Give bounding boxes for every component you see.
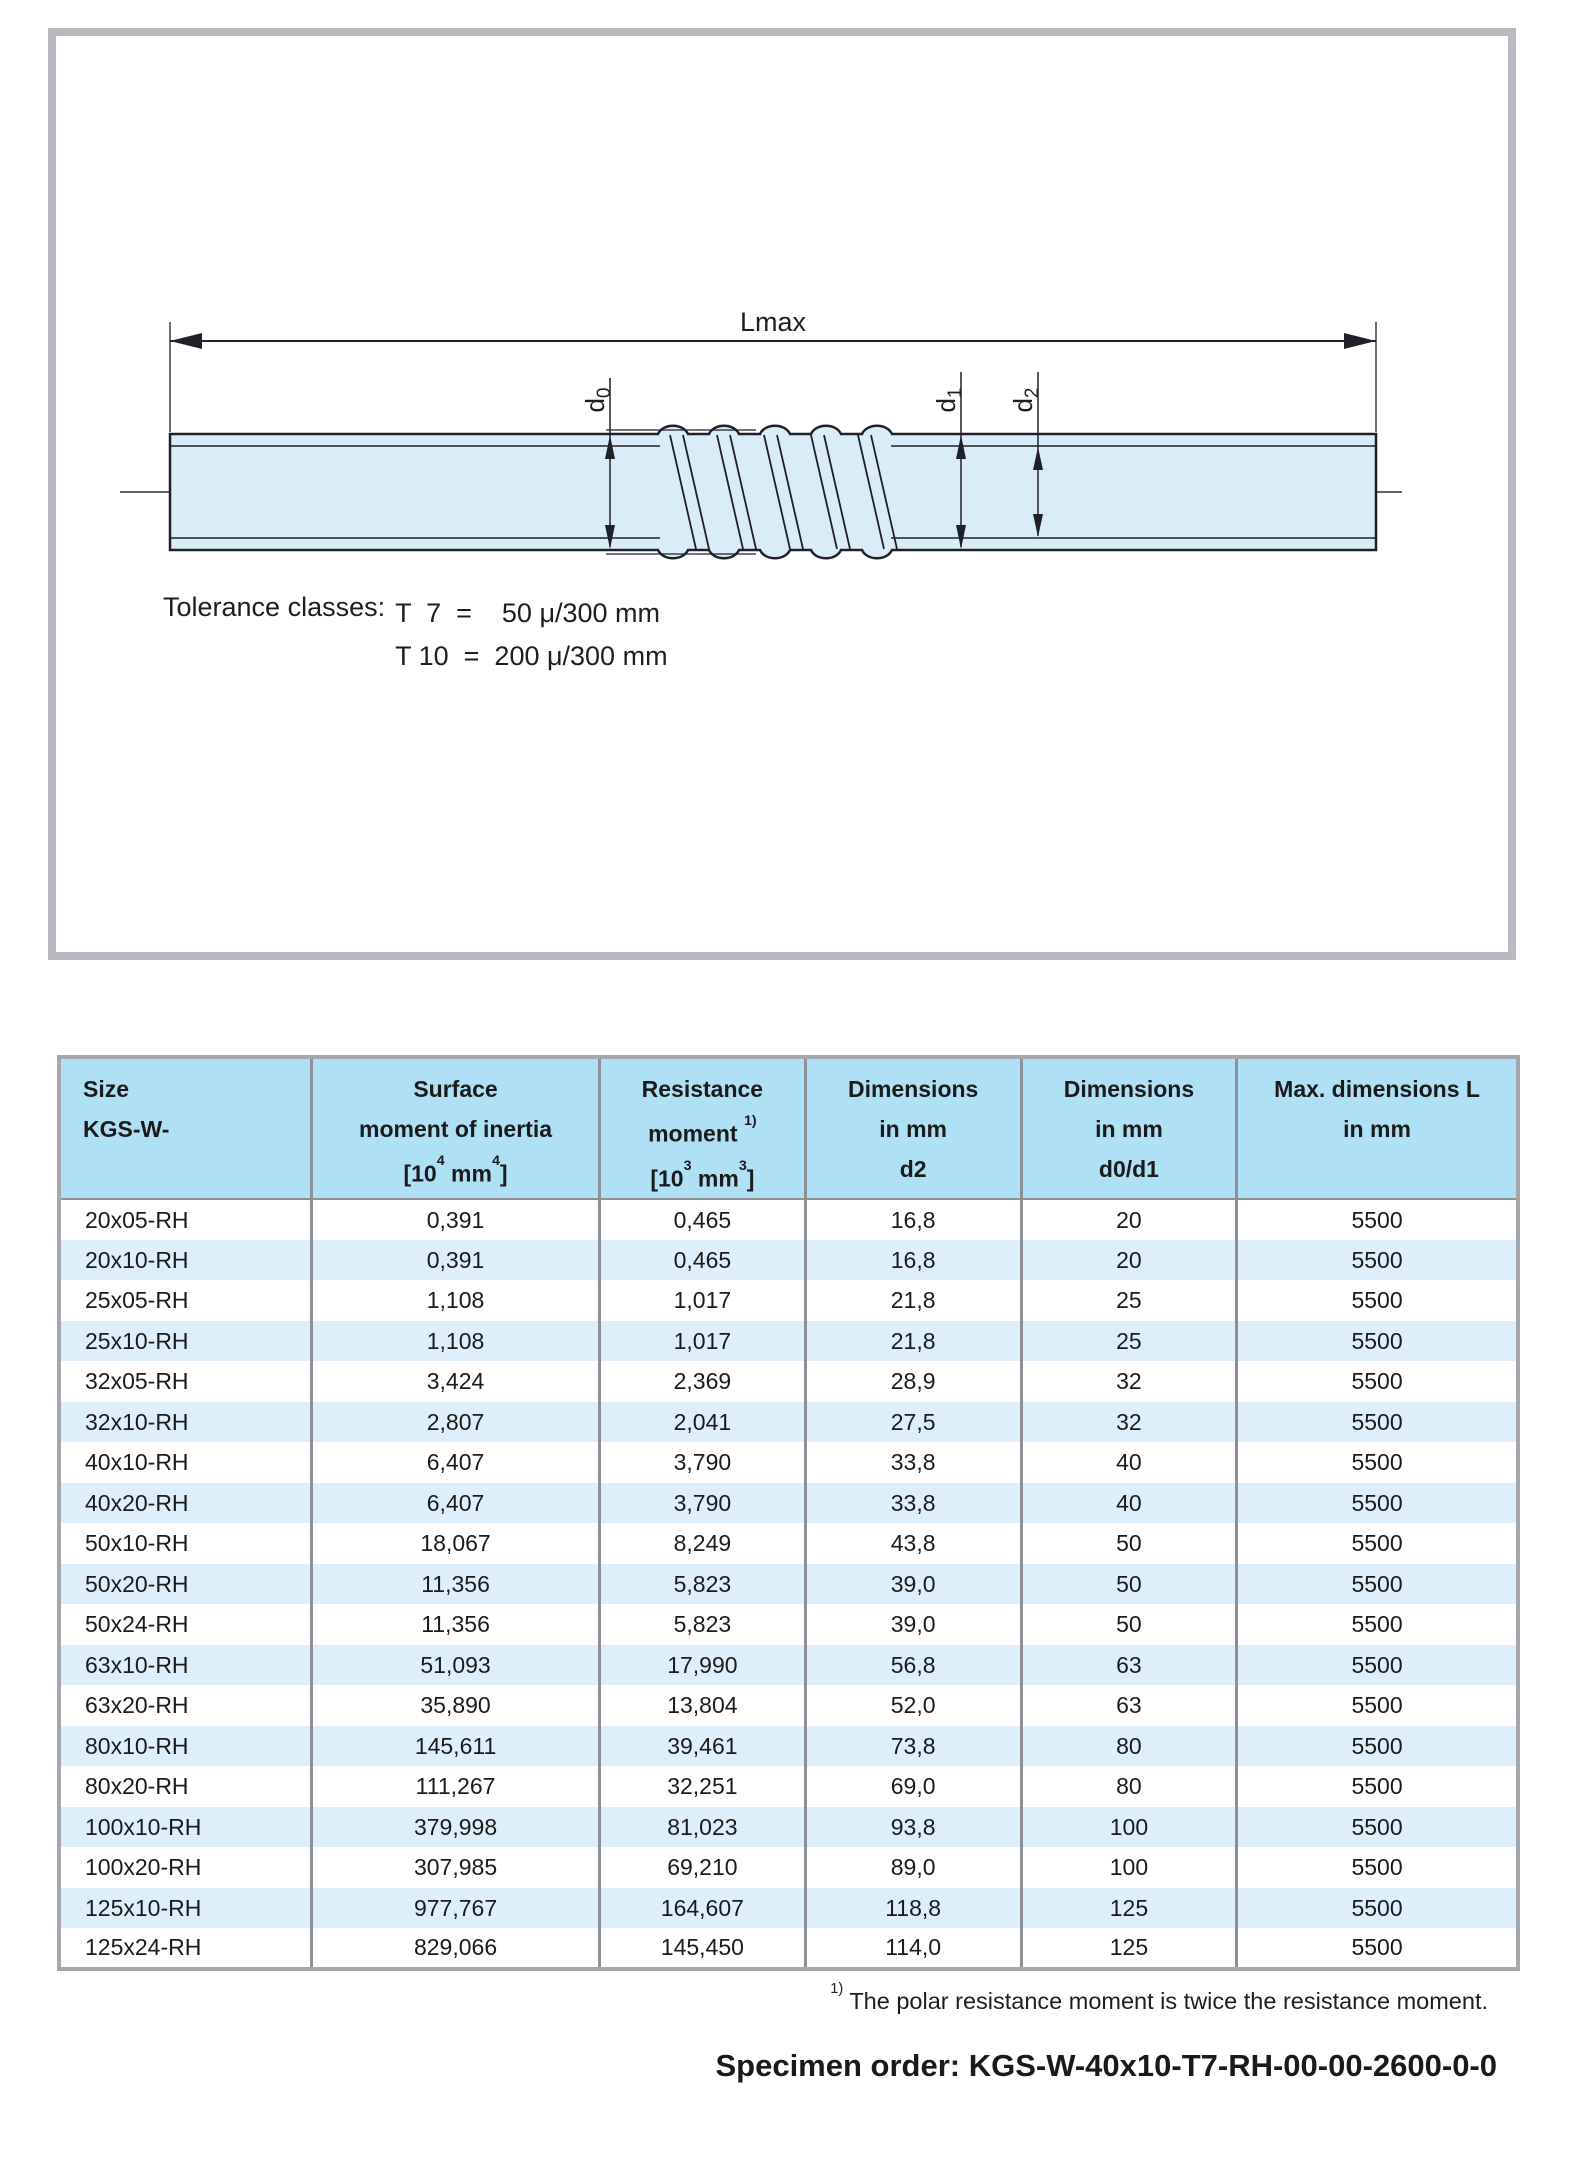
cell-size: 20x05-RH: [59, 1199, 311, 1240]
cell-size: 125x10-RH: [59, 1888, 311, 1929]
cell-value: 16,8: [805, 1199, 1021, 1240]
cell-value: 25: [1021, 1280, 1236, 1321]
cell-value: 89,0: [805, 1847, 1021, 1888]
header-dimensions-d0d1: Dimensions in mm d0/d1: [1021, 1057, 1236, 1199]
cell-value: 5,823: [600, 1564, 805, 1605]
cell-value: 27,5: [805, 1402, 1021, 1443]
lmax-arrow-right: [1344, 333, 1376, 349]
cell-value: 80: [1021, 1726, 1236, 1767]
cell-size: 40x20-RH: [59, 1483, 311, 1524]
d1-label: $d_1$: [931, 387, 966, 413]
cell-value: 5500: [1351, 1611, 1403, 1638]
cell-value: 5500: [1351, 1206, 1403, 1233]
cell-value: 5500: [1351, 1489, 1403, 1516]
cell-value: 25: [1021, 1321, 1236, 1362]
header-row: [59, 1057, 1518, 1199]
cell-value: 18,067: [311, 1523, 599, 1564]
header-surface-moment: Surface moment of inertia [$10^4$ $mm^4$]: [311, 1057, 599, 1199]
cell-size: 125x24-RH: [59, 1928, 311, 1969]
cell-value: 5500: [1351, 1934, 1403, 1961]
cell-value: 39,0: [805, 1604, 1021, 1645]
cell-value: 5,823: [600, 1604, 805, 1645]
cell-value: 100: [1021, 1847, 1236, 1888]
cell-value: 0,465: [600, 1240, 805, 1281]
cell-size: 50x20-RH: [59, 1564, 311, 1605]
cell-value: 1,017: [600, 1321, 805, 1362]
cell-value: 1,017: [600, 1280, 805, 1321]
cell-value: 28,9: [805, 1361, 1021, 1402]
cell-size: 80x10-RH: [59, 1726, 311, 1767]
cell-size: 25x10-RH: [59, 1321, 311, 1362]
cell-value: 125: [1021, 1888, 1236, 1929]
header-dimensions-d2: Dimensions in mm d2: [805, 1057, 1021, 1199]
cell-value: 5500: [1351, 1894, 1403, 1921]
table-row: [59, 1523, 1518, 1564]
table-row: [59, 1726, 1518, 1767]
cell-value: 33,8: [805, 1483, 1021, 1524]
cell-value: 16,8: [805, 1240, 1021, 1281]
spec-table-wrapper: [57, 1055, 1520, 1971]
cell-value: 118,8: [805, 1888, 1021, 1929]
header-size: Size KGS-W-: [59, 1057, 311, 1199]
table-row: [59, 1928, 1518, 1969]
table-row: [59, 1888, 1518, 1929]
tolerance-label: Tolerance classes:: [163, 592, 386, 622]
cell-value: 5500: [1351, 1449, 1403, 1476]
table-body: [59, 1199, 1518, 1969]
cell-value: 977,767: [311, 1888, 599, 1929]
cell-value: 32: [1021, 1402, 1236, 1443]
table-row: [59, 1280, 1518, 1321]
cell-value: 73,8: [805, 1726, 1021, 1767]
footnote-marker: 1): [830, 1980, 844, 1997]
cell-value: 3,790: [600, 1483, 805, 1524]
table-row: [59, 1199, 1518, 1240]
cell-value: 5500: [1351, 1692, 1403, 1719]
table-row: [59, 1766, 1518, 1807]
cell-value: 33,8: [805, 1442, 1021, 1483]
cell-value: 5500: [1351, 1732, 1403, 1759]
tolerance-line-t10: T 10 = 200 μ/300 mm: [395, 641, 668, 671]
cell-size: 40x10-RH: [59, 1442, 311, 1483]
table-row: [59, 1240, 1518, 1281]
cell-value: 3,790: [600, 1442, 805, 1483]
cell-value: 114,0: [805, 1928, 1021, 1969]
cell-value: 307,985: [311, 1847, 599, 1888]
cell-value: 35,890: [311, 1685, 599, 1726]
cell-value: 829,066: [311, 1928, 599, 1969]
cell-value: 100: [1021, 1807, 1236, 1848]
lmax-arrow-left: [170, 333, 202, 349]
cell-value: 0,391: [311, 1199, 599, 1240]
cell-value: 8,249: [600, 1523, 805, 1564]
cell-value: 39,461: [600, 1726, 805, 1767]
cell-size: 50x10-RH: [59, 1523, 311, 1564]
cell-value: 145,611: [311, 1726, 599, 1767]
cell-value: 5500: [1351, 1570, 1403, 1597]
cell-value: 1,108: [311, 1280, 599, 1321]
cell-value: 111,267: [311, 1766, 599, 1807]
cell-value: 39,0: [805, 1564, 1021, 1605]
cell-size: 100x10-RH: [59, 1807, 311, 1848]
cell-value: 52,0: [805, 1685, 1021, 1726]
cell-value: 3,424: [311, 1361, 599, 1402]
cell-value: 40: [1021, 1442, 1236, 1483]
cell-value: 1,108: [311, 1321, 599, 1362]
table-row: [59, 1442, 1518, 1483]
cell-value: 6,407: [311, 1442, 599, 1483]
header-resistance-moment: Resistance moment $^{1)}$ [$10^3$ $mm^3$]: [600, 1057, 805, 1199]
cell-value: 5500: [1351, 1773, 1403, 1800]
cell-value: 11,356: [311, 1604, 599, 1645]
table-row: [59, 1685, 1518, 1726]
cell-size: 63x10-RH: [59, 1645, 311, 1686]
cell-value: 63: [1021, 1685, 1236, 1726]
footnote-text: The polar resistance moment is twice the resistance moment.: [843, 1988, 1488, 2014]
lmax-extension-lines: [170, 322, 1376, 432]
table-row: [59, 1321, 1518, 1362]
cell-value: 43,8: [805, 1523, 1021, 1564]
table-row: [59, 1645, 1518, 1686]
cell-size: 32x05-RH: [59, 1361, 311, 1402]
table-row: [59, 1807, 1518, 1848]
d0-label: $d_0$: [580, 387, 615, 413]
cell-value: 379,998: [311, 1807, 599, 1848]
cell-value: 81,023: [600, 1807, 805, 1848]
cell-value: 164,607: [600, 1888, 805, 1929]
cell-value: 5500: [1351, 1246, 1403, 1273]
cell-value: 5500: [1351, 1530, 1403, 1557]
cell-value: 5500: [1351, 1287, 1403, 1314]
cell-value: 32,251: [600, 1766, 805, 1807]
table-row: [59, 1564, 1518, 1605]
cell-value: 0,465: [600, 1199, 805, 1240]
cell-value: 145,450: [600, 1928, 805, 1969]
cell-size: 63x20-RH: [59, 1685, 311, 1726]
tolerance-line-t7: T 7 = 50 μ/300 mm: [395, 598, 661, 628]
cell-value: 13,804: [600, 1685, 805, 1726]
lmax-label: Lmax: [739, 307, 807, 337]
cell-value: 2,041: [600, 1402, 805, 1443]
cell-value: 50: [1021, 1604, 1236, 1645]
cell-value: 20: [1021, 1240, 1236, 1281]
table-row: [59, 1402, 1518, 1443]
cell-value: 69,210: [600, 1847, 805, 1888]
cell-value: 32: [1021, 1361, 1236, 1402]
cell-value: 6,407: [311, 1483, 599, 1524]
table-row: [59, 1847, 1518, 1888]
cell-value: 21,8: [805, 1321, 1021, 1362]
cell-value: 125: [1021, 1928, 1236, 1969]
cell-value: 5500: [1351, 1651, 1403, 1678]
spec-table: [57, 1055, 1520, 1971]
cell-value: 11,356: [311, 1564, 599, 1605]
cell-value: 20: [1021, 1199, 1236, 1240]
cell-size: 80x20-RH: [59, 1766, 311, 1807]
d2-label: $d_2$: [1008, 387, 1043, 413]
cell-value: 5500: [1351, 1408, 1403, 1435]
cell-value: 63: [1021, 1645, 1236, 1686]
cell-value: 5500: [1351, 1813, 1403, 1840]
cell-value: 5500: [1351, 1854, 1403, 1881]
specimen-order: Specimen order: KGS-W-40x10-T7-RH-00-00-2600-0-0: [715, 2048, 1497, 2083]
cell-value: 2,369: [600, 1361, 805, 1402]
cell-size: 25x05-RH: [59, 1280, 311, 1321]
cell-value: 5500: [1351, 1368, 1403, 1395]
cell-value: 56,8: [805, 1645, 1021, 1686]
cell-size: 20x10-RH: [59, 1240, 311, 1281]
cell-value: 80: [1021, 1766, 1236, 1807]
cell-value: 2,807: [311, 1402, 599, 1443]
tolerance-block: [163, 592, 668, 678]
table-row: [59, 1483, 1518, 1524]
table-row: [59, 1604, 1518, 1645]
shaft-diagram: [48, 28, 1516, 960]
cell-value: 21,8: [805, 1280, 1021, 1321]
cell-value: 50: [1021, 1523, 1236, 1564]
cell-value: 0,391: [311, 1240, 599, 1281]
cell-value: 51,093: [311, 1645, 599, 1686]
table-row: [59, 1361, 1518, 1402]
cell-size: 100x20-RH: [59, 1847, 311, 1888]
cell-value: 40: [1021, 1483, 1236, 1524]
cell-size: 50x24-RH: [59, 1604, 311, 1645]
cell-size: 32x10-RH: [59, 1402, 311, 1443]
cell-value: 93,8: [805, 1807, 1021, 1848]
cell-value: 50: [1021, 1564, 1236, 1605]
cell-value: 17,990: [600, 1645, 805, 1686]
cell-value: 69,0: [805, 1766, 1021, 1807]
cell-value: 5500: [1351, 1327, 1403, 1354]
header-max-dimensions: Max. dimensions L in mm: [1237, 1057, 1518, 1199]
footnote: [830, 1980, 1488, 2015]
